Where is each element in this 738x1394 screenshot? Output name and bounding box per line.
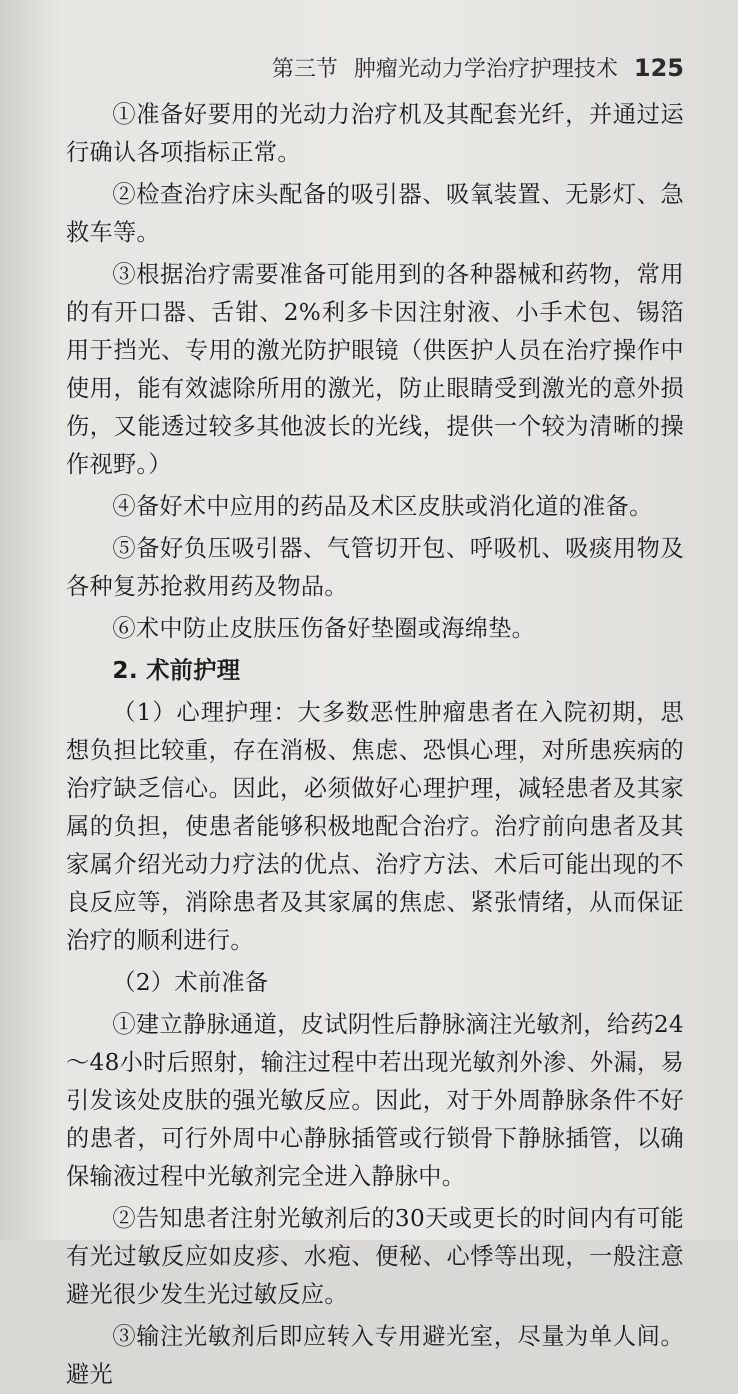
paragraph-item-5: ⑤备好负压吸引器、气管切开包、呼吸机、吸痰用物及各种复苏抢救用药及物品。: [66, 535, 684, 600]
page-number: 125: [633, 54, 684, 82]
paragraph-item-6: ⑥术中防止皮肤压伤备好垫圈或海绵垫。: [112, 615, 536, 642]
running-header: [66, 52, 684, 88]
subheading-preop-prep: （2）术前准备: [112, 969, 269, 996]
chapter-title: 肿瘤光动力学治疗护理技术: [353, 57, 618, 82]
paragraph-prep-3: ③输注光敏剂后即应转入专用避光室，尽量为单人间。避光: [66, 1323, 684, 1388]
paragraph-item-3: ③根据治疗需要准备可能用到的各种器械和药物，常用的有开口器、舌钳、2%利多卡因注射液、小手术包、锡箔用于挡光、专用的激光防护眼镜（供医护人员在治疗操作中使用，能有效滤除所用的激光，防止眼睛受到激光的意外损伤，又能透过较多其他波长的光线，提供一个较为清晰的操作视野。）: [66, 261, 684, 478]
paragraph-item-1: ①准备好要用的光动力治疗机及其配套光纤，并通过运行确认各项指标正常。: [66, 101, 684, 166]
page-body: [66, 96, 684, 1394]
paragraph-prep-2: ②告知患者注射光敏剂后的30天或更长的时间内有可能有光过敏反应如皮疹、水疱、便秘、心悸等出现，一般注意避光很少发生光过敏反应。: [66, 1205, 684, 1308]
paragraph-item-2: ②检查治疗床头配备的吸引器、吸氧装置、无影灯、急救车等。: [66, 181, 684, 246]
section-label: 第三节: [271, 57, 338, 82]
paragraph-item-4: ④备好术中应用的药品及术区皮肤或消化道的准备。: [112, 493, 653, 520]
section-heading-preop-care: 2. 术前护理: [112, 657, 241, 684]
paragraph-prep-1: ①建立静脉通道，皮试阴性后静脉滴注光敏剂，给药24～48小时后照射，输注过程中若出现光敏剂外渗、外漏，易引发该处皮肤的强光敏反应。因此，对于外周静脉条件不好的患者，可行外周中心静脉插管或行锁骨下静脉插管，以确保输液过程中光敏剂完全进入静脉中。: [66, 1011, 684, 1190]
paragraph-psych-care: （1）心理护理：大多数恶性肿瘤患者在入院初期，思想负担比较重，存在消极、焦虑、恐惧心理，对所患疾病的治疗缺乏信心。因此，必须做好心理护理，减轻患者及其家属的负担，使患者能够积极地配合治疗。治疗前向患者及其家属介绍光动力疗法的优点、治疗方法、术后可能出现的不良反应等，消除患者及其家属的焦虑、紧张情绪，从而保证治疗的顺利进行。: [66, 699, 684, 954]
